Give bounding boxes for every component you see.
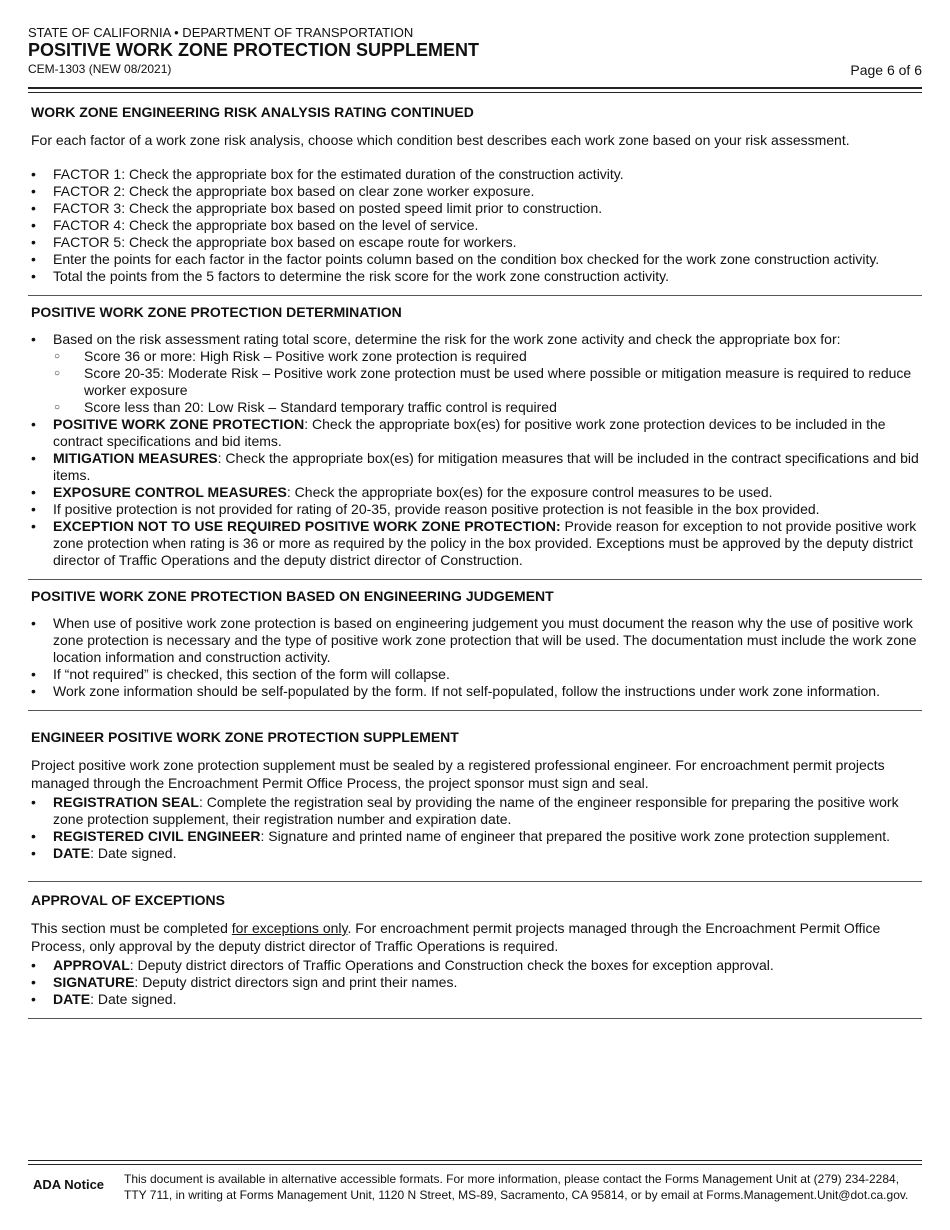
- term-text: : Signature and printed name of engineer that prepared the positive work zone protection supplement.: [260, 828, 891, 844]
- list-item: [31, 331, 919, 416]
- term-text: : Check the appropriate box(es) for positive work zone protection devices to be included in the contract specifications and bid items.: [53, 416, 886, 449]
- term-label: SIGNATURE: [53, 974, 135, 990]
- term-label: EXPOSURE CONTROL MEASURES: [53, 484, 287, 500]
- section-intro: Project positive work zone protection supplement must be sealed by a registered professional engineer. For encroachment permit projects managed through the Encroachment Permit Office Process, the project sponsor must sign and seal.: [31, 757, 885, 791]
- term-text: : Deputy district directors of Traffic Operations and Construction check the boxes for exception approval.: [129, 957, 774, 973]
- risk-analysis-section: [28, 96, 922, 296]
- list-item: • Total the points from the 5 factors to determine the risk score for the work zone construction activity.: [31, 268, 919, 285]
- page-header: [28, 25, 922, 77]
- term-label: MITIGATION MEASURES: [53, 450, 218, 466]
- intro-text: . For encroachment permit projects managed through the Encroachment Permit Office Process, only approval by the deputy district director of Traffic Operations is required.: [31, 920, 881, 954]
- list-item: [31, 450, 919, 484]
- approval-section: [28, 882, 922, 1019]
- list-item: • FACTOR 4: Check the appropriate box based on the level of service.: [31, 217, 919, 234]
- list-item: • Work zone information should be self-populated by the form. If not self-populated, follow the instructions under work zone information.: [31, 683, 919, 700]
- score-sublist: [53, 348, 919, 416]
- list-item-text: Based on the risk assessment rating total score, determine the risk for the work zone activity and check the appropriate box for:: [53, 331, 841, 347]
- form-title: POSITIVE WORK ZONE PROTECTION SUPPLEMENT: [28, 40, 480, 60]
- list-item: • If positive protection is not provided for rating of 20-35, provide reason positive protection is not feasible in the box provided.: [31, 501, 919, 518]
- determination-list: [31, 331, 919, 569]
- term-label: REGISTRATION SEAL: [53, 794, 199, 810]
- footer-divider: [28, 1160, 922, 1165]
- term-text: Provide reason for exception to not provide positive work zone protection when rating is 36 or more as required by the policy in the box provided. Exceptions must be approved by the deputy district director of Traffic Operations and the deputy district director of Construction.: [53, 518, 917, 568]
- list-item: [31, 845, 919, 862]
- list-item: [31, 957, 919, 974]
- section-heading: WORK ZONE ENGINEERING RISK ANALYSIS RATING CONTINUED: [31, 104, 474, 120]
- term-label: APPROVAL: [53, 957, 130, 973]
- section-heading: POSITIVE WORK ZONE PROTECTION DETERMINATION: [31, 304, 402, 320]
- term-text: : Date signed.: [90, 991, 177, 1007]
- judgement-section: [28, 580, 922, 711]
- section-intro: [31, 919, 919, 955]
- page-number: Page 6 of 6: [850, 62, 922, 78]
- ada-notice-text: This document is available in alternative accessible formats. For more information, please contact the Forms Management Unit at (279) 234-2284, TTY 711, in writing at Forms Management Unit, 1120 N Street, MS-89, Sacramento, CA 95814, or by email at Forms.Management.Unit@dot.ca.gov.: [124, 1172, 909, 1202]
- instructions-content: [28, 96, 922, 1019]
- term-label: POSITIVE WORK ZONE PROTECTION: [53, 416, 305, 432]
- list-item: [31, 416, 919, 450]
- list-item: [31, 518, 919, 569]
- list-item: [31, 991, 919, 1008]
- section-intro: For each factor of a work zone risk analysis, choose which condition best describes each work zone based on your risk assessment.: [31, 132, 850, 148]
- form-number: CEM-1303 (NEW 08/2021): [28, 62, 172, 76]
- sublist-item: ○ Score less than 20: Low Risk – Standard temporary traffic control is required: [53, 399, 919, 416]
- header-divider: [28, 87, 922, 93]
- term-text: : Deputy district directors sign and print their names.: [134, 974, 458, 990]
- list-item: • When use of positive work zone protection is based on engineering judgement you must document the reason why the use of positive work zone protection is necessary and the type of positive work zone protection that will be used. The documentation must include the work zone location information and construction activity.: [31, 615, 919, 666]
- section-heading: APPROVAL OF EXCEPTIONS: [31, 892, 225, 908]
- list-item: [31, 794, 919, 828]
- term-label: EXCEPTION NOT TO USE REQUIRED POSITIVE WORK ZONE PROTECTION:: [53, 518, 561, 534]
- list-item: • FACTOR 3: Check the appropriate box based on posted speed limit prior to construction.: [31, 200, 919, 217]
- term-label: DATE: [53, 991, 91, 1007]
- list-item: • FACTOR 5: Check the appropriate box based on escape route for workers.: [31, 234, 919, 251]
- term-label: DATE: [53, 845, 91, 861]
- term-text: : Check the appropriate box(es) for the exposure control measures to be used.: [286, 484, 773, 500]
- approval-list: [31, 957, 919, 1008]
- section-heading: ENGINEER POSITIVE WORK ZONE PROTECTION SUPPLEMENT: [31, 729, 459, 745]
- engineer-list: [31, 794, 919, 862]
- list-item: [31, 974, 919, 991]
- intro-text: This section must be completed: [31, 920, 232, 936]
- term-text: : Complete the registration seal by providing the name of the engineer responsible for preparing the positive work zone protection supplement, their registration number and expiration date.: [53, 794, 899, 827]
- determination-section: [28, 296, 922, 580]
- intro-underlined: for exceptions only: [231, 920, 348, 936]
- list-item: • FACTOR 2: Check the appropriate box based on clear zone worker exposure.: [31, 183, 919, 200]
- list-item: • FACTOR 1: Check the appropriate box for the estimated duration of the construction activity.: [31, 166, 919, 183]
- agency-name: STATE OF CALIFORNIA • DEPARTMENT OF TRANSPORTATION: [28, 25, 414, 40]
- factor-list: [31, 166, 919, 285]
- term-label: REGISTERED CIVIL ENGINEER: [53, 828, 261, 844]
- ada-notice-label: ADA Notice: [33, 1177, 105, 1192]
- list-item: • Enter the points for each factor in the factor points column based on the condition box checked for the work zone construction activity.: [31, 251, 919, 268]
- judgement-list: [31, 615, 919, 700]
- list-item: [31, 484, 919, 501]
- engineer-section: [28, 711, 922, 882]
- list-item: • If “not required” is checked, this section of the form will collapse.: [31, 666, 919, 683]
- term-text: : Check the appropriate box(es) for mitigation measures that will be included in the contract specifications and bid items.: [53, 450, 919, 483]
- ada-notice: [33, 1171, 922, 1203]
- sublist-item: ○ Score 20-35: Moderate Risk – Positive work zone protection must be used where possible or mitigation measure is required to reduce worker exposure: [53, 365, 919, 399]
- section-heading: POSITIVE WORK ZONE PROTECTION BASED ON ENGINEERING JUDGEMENT: [31, 588, 554, 604]
- list-item: [31, 828, 919, 845]
- term-text: : Date signed.: [90, 845, 177, 861]
- sublist-item: ○ Score 36 or more: High Risk – Positive work zone protection is required: [53, 348, 919, 365]
